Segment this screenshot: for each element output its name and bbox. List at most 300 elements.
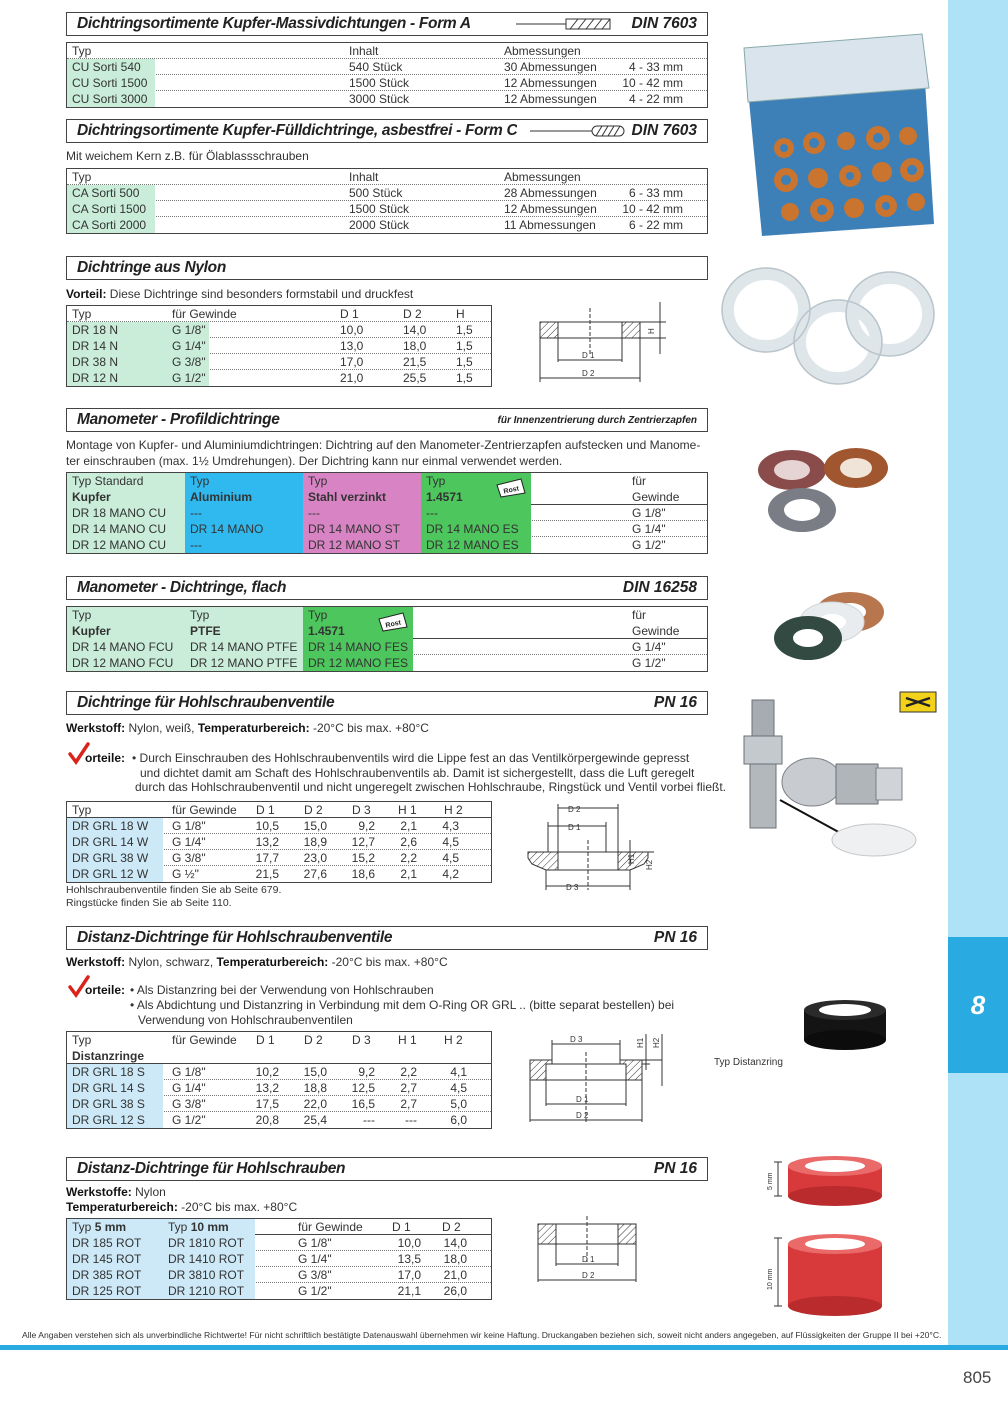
table-row (67, 1112, 491, 1128)
table-cell: DR GRL 14 W (67, 834, 163, 850)
col-header: D 2 (304, 1033, 323, 1047)
table-cell: G 1/8" (172, 819, 206, 833)
footer-disclaimer: Alle Angaben verstehen sich als unverbindliche Richtwerte! Für nicht schriftlich bestätigte Datenauswahl übernehmen wir keine Haftung. Druckangaben beziehen sich, soweit nicht anders angegeben, auf Flüssigkeiten der Gruppe II bei +20°C. (22, 1330, 942, 1340)
table-cell: DR GRL 18 W (67, 818, 163, 834)
col-header: Typ (67, 607, 185, 623)
table-cell: 10,0 (340, 323, 364, 337)
table-row (67, 1064, 491, 1080)
table-row (67, 370, 491, 386)
distance-ring-drawing (522, 1030, 672, 1126)
table-cell: DR 14 MANO (185, 521, 303, 537)
col-header: für (632, 474, 647, 488)
material-label: Werkstoff: (66, 721, 126, 735)
section-header-distance-valve (66, 926, 708, 950)
table-cell: DR 18 MANO CU (67, 505, 185, 521)
table-cell: 18,9 (303, 835, 327, 849)
photo-caption: Typ Distanzring (714, 1057, 783, 1068)
table-cell: 21,5 (403, 355, 427, 369)
temp-label: Temperaturbereich: (197, 721, 310, 735)
table-cell: 17,7 (255, 851, 279, 865)
table-cell: G 1/8" (632, 506, 666, 520)
table-cell: 12,7 (351, 835, 375, 849)
table-cell: G 3/8" (172, 1097, 206, 1111)
page-number: 805 (963, 1368, 992, 1387)
washer-profile-icon (530, 125, 626, 137)
table-cell: DR 12 MANO PTFE (185, 655, 303, 671)
hollow-valve-photo (724, 690, 942, 880)
col-header: H 1 (398, 1033, 417, 1047)
section-title: Distanz-Dichtringe für Hohlschrauben (77, 1160, 346, 1177)
table-cell: 27,6 (303, 867, 327, 881)
table-cell: 10,2 (255, 1065, 279, 1079)
section-subtitle: für Innenzentrierung durch Zentrierzapfen (497, 414, 697, 426)
advantage-line (66, 287, 413, 302)
table-cell: 13,0 (340, 339, 364, 353)
table-row (67, 59, 707, 75)
table-cell: 18,8 (303, 1081, 327, 1095)
table-cell: 17,5 (255, 1097, 279, 1111)
section-header-copper-solid (66, 12, 708, 36)
table-cell: 12 Abmessungen (504, 76, 597, 90)
section-header-hollow-valve (66, 691, 708, 715)
table-cell: 1,5 (456, 339, 473, 353)
table-cell: 10,5 (255, 819, 279, 833)
table-cell: DR GRL 12 S (67, 1112, 163, 1128)
table-cell: 15,0 (303, 819, 327, 833)
table-cell: DR GRL 12 W (67, 866, 163, 882)
table-row (67, 834, 491, 850)
table-cell: G 1/2" (632, 656, 666, 670)
svg-text:Rost: Rost (502, 485, 520, 496)
table-row (67, 1096, 491, 1112)
manometer-profile-rings-photo (752, 440, 900, 540)
table-cell: 6 - 22 mm (628, 218, 683, 232)
table-cell: 4 - 33 mm (628, 60, 683, 74)
red-rings-photo (760, 1150, 890, 1320)
table-copper-solid (66, 42, 708, 108)
table-cell: 18,6 (351, 867, 375, 881)
table-cell: 28 Abmessungen (504, 186, 597, 200)
material-header: Kupfer (67, 623, 185, 639)
table-row (67, 91, 707, 107)
advantage-bullet: durch das Hohlschraubenventil und nicht ungeregelt zwischen Hohlschraube, Ringstück und Ventil vorbei fließt. (135, 780, 727, 794)
table-cell: --- (185, 537, 303, 553)
table-cell: DR 14 MANO ES (421, 521, 531, 537)
table-cell: G 1/2" (172, 1113, 206, 1127)
table-row (67, 75, 707, 91)
table-cell: 25,5 (403, 371, 427, 385)
table-cell: DR 1210 ROT (163, 1283, 255, 1299)
col-header: D 2 (403, 307, 422, 321)
table-hollow-valve (66, 801, 492, 883)
table-cell: DR 1810 ROT (163, 1235, 255, 1251)
table-cell: 4,5 (442, 851, 459, 865)
dim-label: D 2 (576, 1111, 589, 1120)
material-header: Kupfer (67, 489, 185, 505)
temp-text: -20°C bis max. +80°C (309, 721, 429, 735)
dim-label: H (647, 328, 656, 334)
table-cell: 2,1 (400, 867, 417, 881)
section-header-nylon (66, 256, 708, 280)
col-header: Typ (185, 607, 303, 623)
table-cell: 2,2 (400, 851, 417, 865)
material-line (66, 721, 429, 736)
table-cell: 15,2 (351, 851, 375, 865)
table-cell: 1500 Stück (349, 76, 410, 90)
table-cell: G 1/4" (632, 522, 666, 536)
table-cell: 500 Stück (349, 186, 403, 200)
din-norm: DIN 7603 (631, 15, 697, 32)
table-cell: 1500 Stück (349, 202, 410, 216)
table-row (67, 850, 491, 866)
table-cell: 12 Abmessungen (504, 92, 597, 106)
dim-label: D 2 (582, 369, 595, 378)
material-header: 1.4571 (421, 489, 531, 505)
col-header: H 1 (398, 803, 417, 817)
col-header: Typ (72, 44, 92, 58)
dim-label: 10 mm (767, 1268, 774, 1290)
dim-label: H2 (645, 859, 654, 870)
table-cell: 1,5 (456, 323, 473, 337)
material-header: 1.4571 (303, 623, 413, 639)
chapter-tab[interactable]: 8 (948, 937, 1008, 1073)
table-cell: CA Sorti 2000 (67, 217, 155, 233)
section-note: Mit weichem Kern z.B. für Ölablassschrauben (66, 149, 309, 163)
temp-text: -20°C bis max. +80°C (328, 955, 448, 969)
table-cell: DR 12 MANO ES (421, 537, 531, 553)
table-row (67, 322, 491, 338)
hollow-valve-ring-drawing (518, 800, 660, 896)
table-distance-hollow (66, 1218, 492, 1300)
table-cell: 30 Abmessungen (504, 60, 597, 74)
table-cell: DR 12 MANO FCU (67, 655, 185, 671)
table-cell: 12 Abmessungen (504, 202, 597, 216)
table-nylon (66, 305, 492, 387)
col-header: Inhalt (349, 170, 379, 184)
table-cell: 21,5 (255, 867, 279, 881)
stainless-badge-icon (495, 477, 527, 499)
section-header-manometer-flat (66, 576, 708, 600)
table-cell: 23,0 (303, 851, 327, 865)
advantage-label: Vorteil: (66, 287, 107, 301)
table-cell: DR 185 ROT (67, 1235, 163, 1251)
advantages-label: orteile: (85, 751, 126, 765)
col-header: Typ 10 mm (163, 1219, 255, 1235)
col-header: Typ (72, 1033, 92, 1047)
table-cell: G 1/4" (632, 640, 666, 654)
table-cell: 16,5 (351, 1097, 375, 1111)
table-cell: 1,5 (456, 355, 473, 369)
section-title: Distanz-Dichtringe für Hohlschraubenventile (77, 929, 393, 946)
table-row (67, 217, 707, 233)
group-header: Distanzringe (72, 1049, 145, 1063)
material-header: PTFE (185, 623, 303, 639)
material-header: Stahl verzinkt (303, 489, 421, 505)
table-cell: 17,0 (340, 355, 364, 369)
svg-text:Rost: Rost (384, 619, 402, 630)
col-header: für (632, 608, 647, 622)
table-row (67, 866, 491, 882)
table-cell: 22,0 (303, 1097, 327, 1111)
table-cell: 2,1 (400, 819, 417, 833)
table-row (67, 1251, 491, 1267)
temp-label: Temperaturbereich: (216, 955, 329, 969)
table-cell: --- (185, 505, 303, 521)
table-cell: G 1/4" (298, 1252, 332, 1266)
table-cell: 2,7 (400, 1081, 417, 1095)
red-distance-ring-drawing (528, 1214, 654, 1284)
table-cell: 21,0 (443, 1268, 467, 1282)
dim-label: D 1 (582, 1255, 595, 1264)
table-manometer-profile (66, 472, 708, 554)
table-cell: 2000 Stück (349, 218, 410, 232)
table-cell: CU Sorti 3000 (67, 91, 155, 107)
table-cell: DR 14 MANO CU (67, 521, 185, 537)
col-header: D 3 (352, 1033, 371, 1047)
col-header: D 1 (256, 803, 275, 817)
section-title: Dichtringe aus Nylon (77, 259, 227, 276)
table-cell: DR 18 N (67, 322, 163, 338)
table-row (67, 338, 491, 354)
table-cell: DR 12 MANO FES (303, 655, 413, 671)
table-cell: 18,0 (443, 1252, 467, 1266)
col-header: für Gewinde (298, 1220, 363, 1234)
chapter-sidebar (948, 0, 1008, 1350)
col-header: für Gewinde (172, 1033, 237, 1047)
table-cell: 11 Abmessungen (504, 218, 596, 232)
advantage-bullet: • Als Distanzring bei der Verwendung von Hohlschrauben (130, 983, 434, 997)
col-header: D 3 (352, 803, 371, 817)
bottom-rule (0, 1345, 1008, 1350)
col-header: Abmessungen (504, 44, 581, 58)
advantage-bullet: • Als Abdichtung und Distanzring in Verbindung mit dem O-Ring OR GRL .. (bitte separat bestellen) bei (130, 998, 675, 1012)
table-cell: CA Sorti 1500 (67, 201, 155, 217)
table-manometer-flat (66, 606, 708, 672)
col-header: D 2 (304, 803, 323, 817)
col-header: Abmessungen (504, 170, 581, 184)
table-cell: G 1/2" (172, 371, 206, 385)
col-header: Gewinde (632, 490, 680, 504)
table-cell: DR 14 MANO FCU (67, 639, 185, 655)
col-header: D 1 (340, 307, 359, 321)
table-cell: 15,0 (303, 1065, 327, 1079)
table-cell: 4,3 (442, 819, 459, 833)
table-cell: DR GRL 18 S (67, 1064, 163, 1080)
table-cell: DR 3810 ROT (163, 1267, 255, 1283)
col-header: H (456, 307, 465, 321)
dim-label: D 2 (582, 1271, 595, 1280)
table-cell: DR 14 MANO PTFE (185, 639, 303, 655)
reference-note: Hohlschraubenventile finden Sie ab Seite 679. (66, 884, 282, 896)
washer-profile-icon (516, 18, 612, 30)
dim-label: H1 (627, 853, 636, 864)
col-header: Typ (303, 473, 421, 489)
dim-label: 5 mm (767, 1172, 774, 1190)
col-header: Typ (303, 607, 413, 623)
table-cell: 4,2 (442, 867, 459, 881)
table-row (67, 1235, 491, 1251)
pressure-rating: PN 16 (653, 694, 697, 711)
col-header: Typ (185, 473, 303, 489)
table-cell: 14,0 (443, 1236, 467, 1250)
table-row (67, 505, 707, 521)
table-cell: DR GRL 38 S (67, 1096, 163, 1112)
table-cell: 2,6 (400, 835, 417, 849)
table-cell: G 3/8" (172, 355, 206, 369)
dim-label: D 1 (568, 823, 581, 832)
table-cell: --- (421, 505, 531, 521)
advantage-bullet: • Durch Einschrauben des Hohlschraubenventils wird die Lippe fest an das Ventilkörpergewinde gepresst (132, 751, 690, 765)
table-cell: 13,5 (397, 1252, 421, 1266)
table-cell: DR 145 ROT (67, 1251, 163, 1267)
dim-label: D 3 (570, 1035, 583, 1044)
table-row (67, 639, 707, 655)
col-header: für Gewinde (172, 803, 237, 817)
advantage-bullet: und dichtet damit am Schaft des Hohlschraubenventils ab. Damit ist sichergestellt, dass die Luft geregelt (140, 766, 695, 780)
table-cell: DR 12 N (67, 370, 163, 386)
table-cell: CA Sorti 500 (67, 185, 155, 201)
table-distance-valve (66, 1031, 492, 1129)
table-row (67, 354, 491, 370)
table-cell: 18,0 (403, 339, 427, 353)
col-header: D 2 (442, 1220, 461, 1234)
col-header: H 2 (444, 803, 463, 817)
nylon-ring-drawing (530, 298, 680, 386)
table-cell: DR 12 MANO CU (67, 537, 185, 553)
table-cell: 6 - 33 mm (628, 186, 683, 200)
table-row (67, 818, 491, 834)
table-cell: CU Sorti 1500 (67, 75, 155, 91)
material-label: Werkstoffe: (66, 1185, 132, 1199)
table-cell: 9,2 (358, 1065, 375, 1079)
table-cell: 3000 Stück (349, 92, 410, 106)
material-text: Nylon, weiß, (125, 721, 198, 735)
table-cell: G 1/4" (172, 1081, 206, 1095)
col-header: Typ (72, 170, 92, 184)
table-cell: G ½" (172, 867, 199, 881)
temp-text: -20°C bis max. +80°C (177, 1200, 298, 1214)
table-cell: 13,2 (255, 1081, 279, 1095)
table-cell: G 1/4" (172, 835, 206, 849)
dim-label: D 1 (582, 351, 595, 360)
material-line (66, 955, 448, 970)
body-text: ter einschrauben (max. 1½ Umdrehungen). Der Dichtring kann nur einmal verwendet werden. (66, 454, 563, 468)
section-title: Dichtringsortimente Kupfer-Fülldichtringe, asbestfrei - Form C (77, 122, 518, 139)
temp-label: Temperaturbereich: (66, 1200, 178, 1214)
table-cell: 2,7 (400, 1097, 417, 1111)
advantage-text: Diese Dichtringe sind besonders formstabil und druckfest (106, 287, 414, 301)
section-header-distance-hollow (66, 1157, 708, 1181)
table-row (67, 1267, 491, 1283)
table-cell: 2,2 (400, 1065, 417, 1079)
table-cell: DR 1410 ROT (163, 1251, 255, 1267)
table-cell: 10,0 (397, 1236, 421, 1250)
table-cell: 12,5 (351, 1081, 375, 1095)
col-header: Gewinde (632, 624, 680, 638)
dim-label: D 1 (576, 1095, 589, 1104)
table-cell: 4 - 22 mm (628, 92, 683, 106)
body-text: Montage von Kupfer- und Aluminiumdichtringen: Dichtring auf den Manometer-Zentrierzapfen aufstecken und Manome- (66, 438, 701, 452)
table-row (67, 537, 707, 553)
material-header: Aluminium (185, 489, 303, 505)
table-cell: DR 125 ROT (67, 1283, 163, 1299)
reference-note: Ringstücke finden Sie ab Seite 110. (66, 897, 232, 909)
table-cell: --- (303, 505, 421, 521)
table-cell: 6,0 (450, 1113, 467, 1127)
col-header: Inhalt (349, 44, 379, 58)
section-title: Dichtringsortimente Kupfer-Massivdichtungen - Form A (77, 15, 471, 32)
table-cell: DR 385 ROT (67, 1267, 163, 1283)
table-cell: --- (363, 1113, 375, 1127)
table-cell: G 1/8" (298, 1236, 332, 1250)
stainless-badge-icon (377, 611, 409, 633)
table-cell: 20,8 (255, 1113, 279, 1127)
nylon-rings-photo (718, 262, 940, 390)
table-cell: 540 Stück (349, 60, 403, 74)
table-row (67, 655, 707, 671)
section-header-copper-filled (66, 119, 708, 143)
table-cell: 5,0 (450, 1097, 467, 1111)
col-header: für Gewinde (172, 307, 237, 321)
table-row (67, 185, 707, 201)
col-header: Typ (421, 473, 531, 489)
table-row (67, 1080, 491, 1096)
table-cell: 1,5 (456, 371, 473, 385)
col-header: D 1 (392, 1220, 411, 1234)
section-title: Manometer - Profildichtringe (77, 411, 280, 428)
dim-label: D 2 (568, 805, 581, 814)
table-cell: 10 - 42 mm (622, 76, 683, 90)
dim-label: D 3 (566, 883, 579, 892)
table-cell: G 1/8" (172, 323, 206, 337)
table-cell: G 1/4" (172, 339, 206, 353)
table-cell: 4,1 (450, 1065, 467, 1079)
table-cell: G 1/2" (632, 538, 666, 552)
table-cell: 21,0 (340, 371, 364, 385)
advantage-bullet: Verwendung von Hohlschraubenventilen (138, 1013, 353, 1027)
assortment-box-photo (724, 28, 942, 240)
table-cell: DR GRL 38 W (67, 850, 163, 866)
material-label: Werkstoff: (66, 955, 126, 969)
table-cell: DR 14 MANO ST (303, 521, 421, 537)
pressure-rating: PN 16 (653, 929, 697, 946)
material-text: Nylon, schwarz, (125, 955, 217, 969)
temp-line (66, 1200, 297, 1215)
black-distance-ring-photo (800, 996, 890, 1052)
material-text: Nylon (131, 1185, 166, 1199)
table-cell: 26,0 (443, 1284, 467, 1298)
din-norm: DIN 7603 (631, 122, 697, 139)
table-copper-filled (66, 168, 708, 234)
table-cell: CU Sorti 540 (67, 59, 155, 75)
table-row (67, 201, 707, 217)
table-cell: DR 14 N (67, 338, 163, 354)
table-cell: --- (405, 1113, 417, 1127)
table-cell: 4,5 (450, 1081, 467, 1095)
pressure-rating: PN 16 (653, 1160, 697, 1177)
din-norm: DIN 16258 (622, 579, 697, 596)
table-row (67, 521, 707, 537)
table-row (67, 1283, 491, 1299)
section-title: Dichtringe für Hohlschraubenventile (77, 694, 335, 711)
table-cell: 4,5 (442, 835, 459, 849)
table-cell: 17,0 (397, 1268, 421, 1282)
flat-rings-photo (770, 586, 888, 670)
dim-label: H1 (636, 1037, 645, 1048)
table-cell: G 1/8" (172, 1065, 206, 1079)
col-header: H 2 (444, 1033, 463, 1047)
table-cell: DR GRL 14 S (67, 1080, 163, 1096)
